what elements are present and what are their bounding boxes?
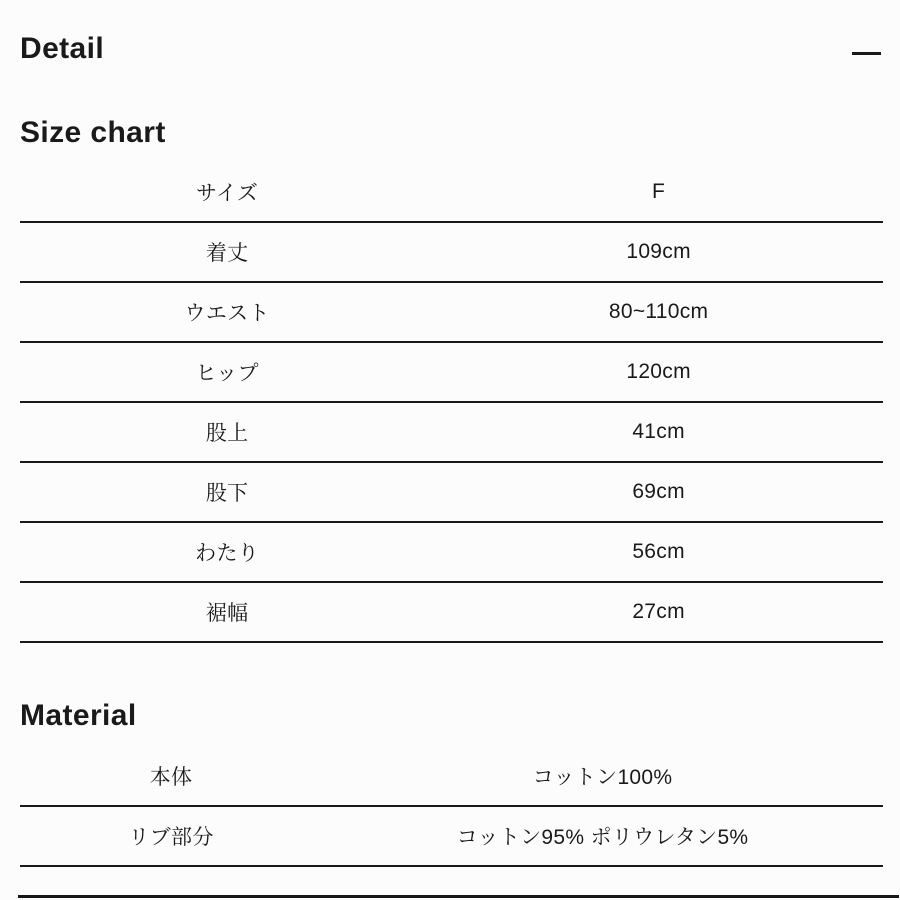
material-part-label: 本体 xyxy=(20,747,322,806)
measurement-value: 41cm xyxy=(434,402,883,462)
measurement-value: 80~110cm xyxy=(434,282,883,342)
partial-bottom-divider xyxy=(18,895,899,898)
material-part-label: リブ部分 xyxy=(20,806,322,866)
measurement-label: わたり xyxy=(20,522,434,582)
material-composition-value: コットン95% ポリウレタン5% xyxy=(322,806,883,866)
detail-section-header[interactable] xyxy=(20,34,883,64)
table-row xyxy=(20,222,883,282)
measurement-label: ヒップ xyxy=(20,342,434,402)
table-row xyxy=(20,342,883,402)
table-row xyxy=(20,402,883,462)
measurement-label: ウエスト xyxy=(20,282,434,342)
measurement-label: 裾幅 xyxy=(20,582,434,642)
table-row xyxy=(20,806,883,866)
table-row xyxy=(20,582,883,642)
measurement-value: 69cm xyxy=(434,462,883,522)
measurement-value: 27cm xyxy=(434,582,883,642)
size-chart-title: Size chart xyxy=(20,116,166,149)
measurement-label: 股上 xyxy=(20,402,434,462)
table-row xyxy=(20,747,883,806)
measurement-label: 股下 xyxy=(20,462,434,522)
size-column-header: サイズ xyxy=(20,163,434,222)
measurement-value: 56cm xyxy=(434,522,883,582)
measurement-label: 着丈 xyxy=(20,222,434,282)
measurement-value: 109cm xyxy=(434,222,883,282)
table-row xyxy=(20,282,883,342)
size-chart-header-row xyxy=(20,163,883,222)
detail-title: Detail xyxy=(20,32,105,65)
material-composition-value: コットン100% xyxy=(322,747,883,806)
measurement-value: 120cm xyxy=(434,342,883,402)
minus-icon[interactable] xyxy=(852,52,881,55)
material-title: Material xyxy=(20,699,137,732)
material-table xyxy=(20,747,883,867)
table-row xyxy=(20,462,883,522)
size-column-value: F xyxy=(434,163,883,222)
table-row xyxy=(20,522,883,582)
size-chart-table xyxy=(20,163,883,643)
